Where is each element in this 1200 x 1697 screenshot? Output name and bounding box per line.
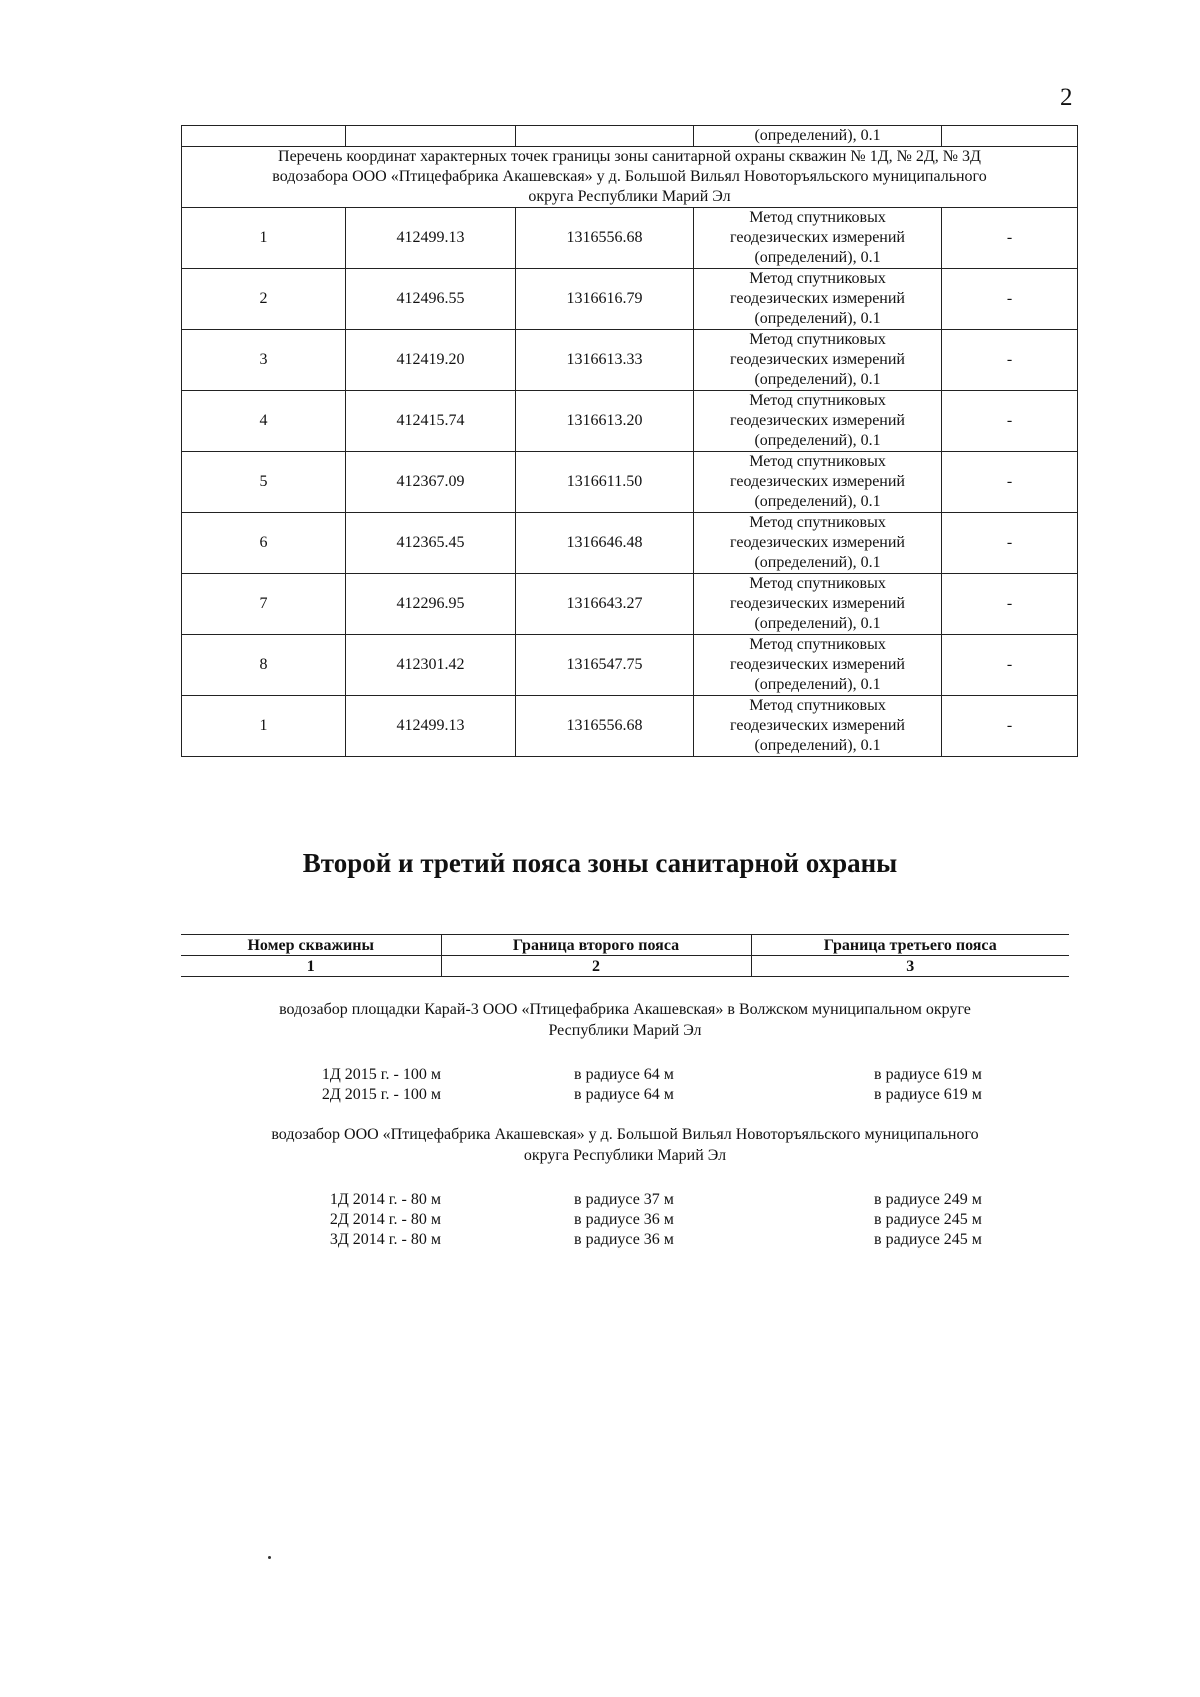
method-cell (694, 635, 942, 696)
method-line: геодезических измерений (730, 412, 905, 429)
second-belt-value: в радиусе 37 м (574, 1191, 674, 1208)
well-value: 2Д 2014 г. - 80 м (329, 1211, 441, 1228)
list-item (181, 1230, 1069, 1250)
coordinates-table (181, 125, 1078, 757)
column-header-well: Номер скважины (181, 935, 441, 956)
x-coordinate-cell: 412496.55 (346, 269, 516, 330)
third-belt-value: в радиусе 245 м (874, 1211, 982, 1228)
table-row (182, 391, 1078, 452)
y-coordinate-cell: 1316613.20 (516, 391, 694, 452)
method-cell (694, 269, 942, 330)
y-coordinate-cell: 1316547.75 (516, 635, 694, 696)
table-row (182, 330, 1078, 391)
section-heading: Второй и третий пояса зоны санитарной охраны (302, 848, 898, 878)
x-coordinate-cell: 412499.13 (346, 208, 516, 269)
method-cell (694, 330, 942, 391)
table-cell (346, 126, 516, 147)
belts-table (181, 934, 1069, 977)
method-line: геодезических измерений (730, 595, 905, 612)
table-row (182, 452, 1078, 513)
table-row (182, 635, 1078, 696)
method-line: Метод спутниковых (749, 209, 886, 226)
caption-line: округа Республики Марий Эл (528, 188, 731, 205)
y-coordinate-cell: 1316643.27 (516, 574, 694, 635)
table-cell (516, 126, 694, 147)
method-line: Метод спутниковых (749, 575, 886, 592)
method-cell (694, 513, 942, 574)
table-row (182, 126, 1078, 147)
note-cell: - (942, 696, 1078, 757)
method-line: (определений), 0.1 (754, 249, 881, 266)
list-item (181, 1190, 1069, 1210)
method-line: (определений), 0.1 (754, 615, 881, 632)
second-belt-value: в радиусе 64 м (574, 1086, 674, 1103)
point-number-cell: 5 (182, 452, 346, 513)
third-belt-value: в радиусе 619 м (874, 1086, 982, 1103)
second-belt-value: в радиусе 64 м (574, 1066, 674, 1083)
third-belt-value: в радиусе 249 м (874, 1191, 982, 1208)
method-line: геодезических измерений (730, 351, 905, 368)
well-value: 1Д 2014 г. - 80 м (329, 1191, 441, 1208)
column-number-row (181, 956, 1069, 977)
y-coordinate-cell: 1316646.48 (516, 513, 694, 574)
scan-mark (268, 1556, 271, 1559)
method-line: (определений), 0.1 (754, 676, 881, 693)
well-value: 2Д 2015 г. - 100 м (321, 1086, 441, 1103)
note-cell: - (942, 452, 1078, 513)
note-cell: - (942, 574, 1078, 635)
x-coordinate-cell: 412365.45 (346, 513, 516, 574)
well-value: 3Д 2014 г. - 80 м (329, 1231, 441, 1248)
second-belt-value: в радиусе 36 м (574, 1211, 674, 1228)
y-coordinate-cell: 1316556.68 (516, 208, 694, 269)
caption-line: Перечень координат характерных точек границы зоны санитарной охраны скважин № 1Д, № 2Д, № 3Д (278, 148, 981, 165)
method-line: Метод спутниковых (749, 392, 886, 409)
column-number: 2 (441, 956, 751, 977)
point-number-cell: 3 (182, 330, 346, 391)
group-title-line: Республики Марий Эл (548, 1022, 702, 1039)
well-value: 1Д 2015 г. - 100 м (321, 1066, 441, 1083)
note-cell: - (942, 635, 1078, 696)
point-number-cell: 1 (182, 208, 346, 269)
method-line: (определений), 0.1 (754, 371, 881, 388)
method-line: геодезических измерений (730, 290, 905, 307)
y-coordinate-cell: 1316556.68 (516, 696, 694, 757)
method-line: Метод спутниковых (749, 636, 886, 653)
x-coordinate-cell: 412419.20 (346, 330, 516, 391)
method-cell (694, 452, 942, 513)
x-coordinate-cell: 412301.42 (346, 635, 516, 696)
third-belt-value: в радиусе 619 м (874, 1066, 982, 1083)
method-line: Метод спутниковых (749, 453, 886, 470)
list-item (181, 1210, 1069, 1230)
point-number-cell: 6 (182, 513, 346, 574)
method-line: геодезических измерений (730, 473, 905, 490)
method-line: (определений), 0.1 (754, 432, 881, 449)
note-cell: - (942, 269, 1078, 330)
table-row (182, 574, 1078, 635)
caption-line: водозабора ООО «Птицефабрика Акашевская» у д. Большой Вильял Новоторъяльского муниципального (272, 168, 987, 185)
method-line: геодезических измерений (730, 656, 905, 673)
table-cell (942, 126, 1078, 147)
note-cell: - (942, 330, 1078, 391)
page-number: 2 (1060, 84, 1073, 111)
second-belt-value: в радиусе 36 м (574, 1231, 674, 1248)
group-entries (181, 1065, 1069, 1105)
table-caption-row (182, 147, 1078, 208)
method-cell (694, 208, 942, 269)
table-row (182, 269, 1078, 330)
x-coordinate-cell: 412499.13 (346, 696, 516, 757)
table-cell (182, 126, 346, 147)
method-cell (694, 391, 942, 452)
method-line: (определений), 0.1 (754, 554, 881, 571)
table-row (182, 513, 1078, 574)
table-row (182, 696, 1078, 757)
third-belt-value: в радиусе 245 м (874, 1231, 982, 1248)
note-cell: - (942, 513, 1078, 574)
point-number-cell: 7 (182, 574, 346, 635)
method-cell (694, 574, 942, 635)
x-coordinate-cell: 412415.74 (346, 391, 516, 452)
method-cell (694, 696, 942, 757)
point-number-cell: 2 (182, 269, 346, 330)
x-coordinate-cell: 412296.95 (346, 574, 516, 635)
note-cell: - (942, 391, 1078, 452)
method-line: геодезических измерений (730, 229, 905, 246)
table-header-row (181, 935, 1069, 956)
group-title (181, 1124, 1069, 1166)
column-number: 3 (751, 956, 1069, 977)
group-title-line: водозабор ООО «Птицефабрика Акашевская» у д. Большой Вильял Новоторъяльского муниципального (271, 1126, 979, 1143)
method-line: геодезических измерений (730, 717, 905, 734)
list-item (181, 1065, 1069, 1085)
method-line: (определений), 0.1 (754, 493, 881, 510)
method-line: Метод спутниковых (749, 697, 886, 714)
y-coordinate-cell: 1316613.33 (516, 330, 694, 391)
group-title-line: водозабор площадки Карай-3 ООО «Птицефабрика Акашевская» в Волжском муниципальном округе (279, 1001, 971, 1018)
y-coordinate-cell: 1316611.50 (516, 452, 694, 513)
method-line: Метод спутниковых (749, 514, 886, 531)
point-number-cell: 4 (182, 391, 346, 452)
method-line: геодезических измерений (730, 534, 905, 551)
y-coordinate-cell: 1316616.79 (516, 269, 694, 330)
list-item (181, 1085, 1069, 1105)
table-caption (182, 147, 1078, 208)
group-title-line: округа Республики Марий Эл (523, 1147, 727, 1164)
method-line: (определений), 0.1 (754, 737, 881, 754)
table-row (182, 208, 1078, 269)
group-entries (181, 1190, 1069, 1250)
method-cell: (определений), 0.1 (694, 126, 942, 147)
group-title (181, 999, 1069, 1041)
method-line: Метод спутниковых (749, 270, 886, 287)
method-line: Метод спутниковых (749, 331, 886, 348)
method-line: (определений), 0.1 (754, 310, 881, 327)
x-coordinate-cell: 412367.09 (346, 452, 516, 513)
column-number: 1 (181, 956, 441, 977)
point-number-cell: 1 (182, 696, 346, 757)
column-header-third-belt: Граница третьего пояса (751, 935, 1069, 956)
point-number-cell: 8 (182, 635, 346, 696)
column-header-second-belt: Граница второго пояса (441, 935, 751, 956)
note-cell: - (942, 208, 1078, 269)
